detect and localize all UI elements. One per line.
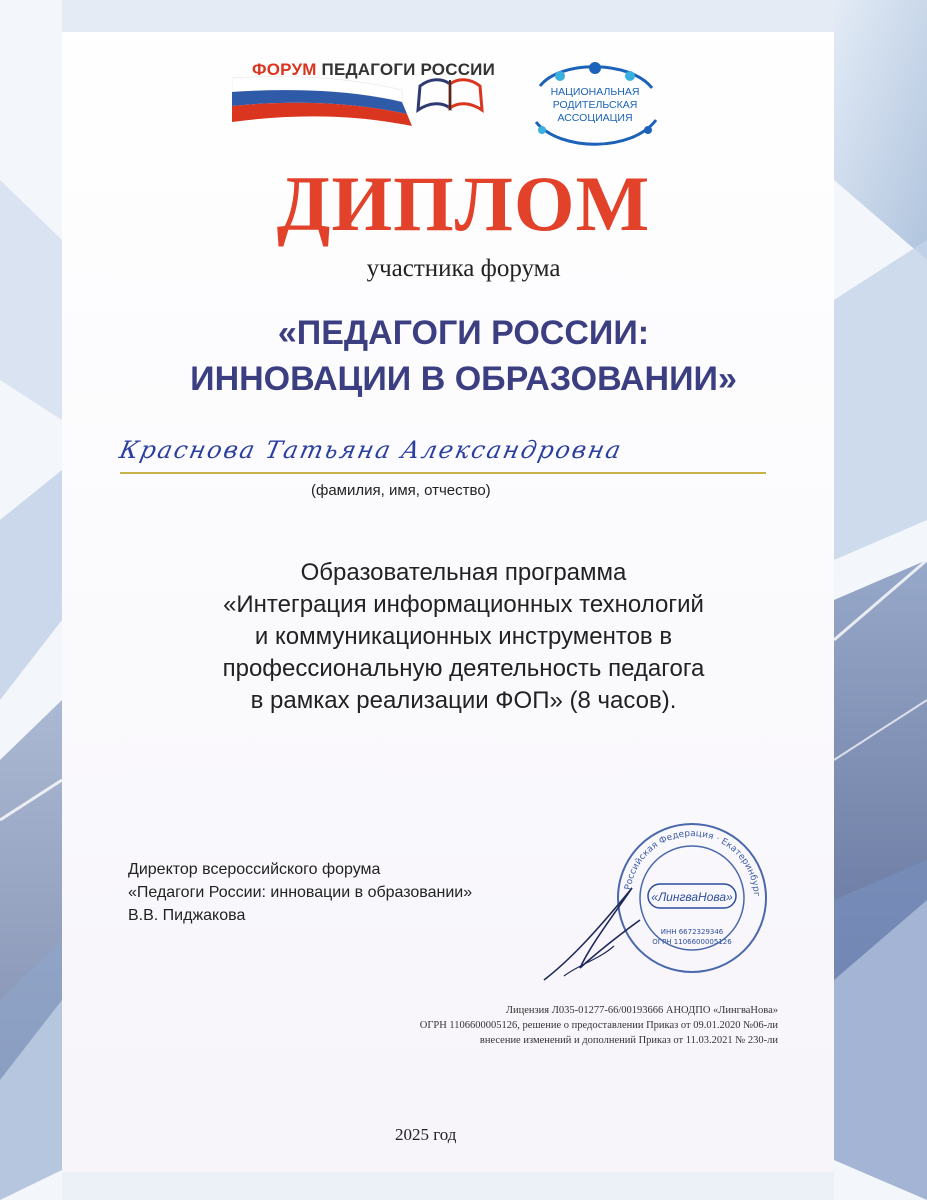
director-signature-block (128, 858, 472, 927)
book-icon (418, 80, 482, 110)
forum-name-line1: «ПЕДАГОГИ РОССИИ: (277, 314, 650, 352)
license-line2: ОГРН 1106600005126, решение о предоставлении Приказ от 09.01.2020 №06-ли (419, 1020, 778, 1031)
association-logo-text (520, 86, 670, 125)
diploma-subtitle: участника форума (366, 255, 561, 282)
license-info (270, 1003, 778, 1048)
program-line: и коммуникационных инструментов в (254, 623, 673, 650)
stamp-inn: ИНН 6672329346 (660, 928, 724, 936)
director-title: Директор всероссийского форума (128, 861, 381, 878)
forum-logo-text (252, 60, 495, 80)
program-line: «Интеграция информационных технологий (223, 591, 704, 618)
association-line1: НАЦИОНАЛЬНАЯ (550, 86, 640, 98)
issue-year: 2025 год (395, 1125, 457, 1144)
stamp-center-text: «ЛингваНова» (651, 890, 733, 904)
association-line2: РОДИТЕЛЬСКАЯ (552, 99, 638, 111)
program-line: Образовательная программа (300, 559, 627, 586)
license-line1: Лицензия Л035-01277-66/00193666 АНОДПО «ЛингваНова» (505, 1005, 778, 1016)
forum-logo-part2: ПЕДАГОГИ РОССИИ (321, 60, 496, 79)
name-underline (120, 472, 766, 474)
name-caption: (фамилия, имя, отчество) (311, 482, 491, 499)
license-line3: внесение изменений и дополнений Приказ от 11.03.2021 № 230-ли (479, 1035, 778, 1046)
program-line: в рамках реализации ФОП» (8 часов). (250, 687, 677, 714)
association-line3: АССОЦИАЦИЯ (557, 112, 633, 124)
stamp-ogrn: ОГРН 1106600005126 (652, 938, 732, 946)
program-line: профессиональную деятельность педагога (222, 655, 705, 682)
stamp-ring-text: Российская Федерация · Екатеринбург (623, 828, 762, 897)
program-description (0, 557, 927, 717)
forum-name-line2: ИННОВАЦИИ В ОБРАЗОВАНИИ» (190, 360, 737, 398)
recipient-name: Краснова Татьяна Александровна (117, 436, 626, 464)
forum-name (0, 310, 927, 402)
director-forum: «Педагоги России: инновации в образовании» (128, 884, 473, 901)
director-name: В.В. Пиджакова (128, 907, 246, 924)
handwritten-signature (540, 880, 660, 990)
forum-logo-part1: ФОРУМ (252, 60, 317, 79)
diploma-title: ДИПЛОМ (276, 160, 651, 247)
